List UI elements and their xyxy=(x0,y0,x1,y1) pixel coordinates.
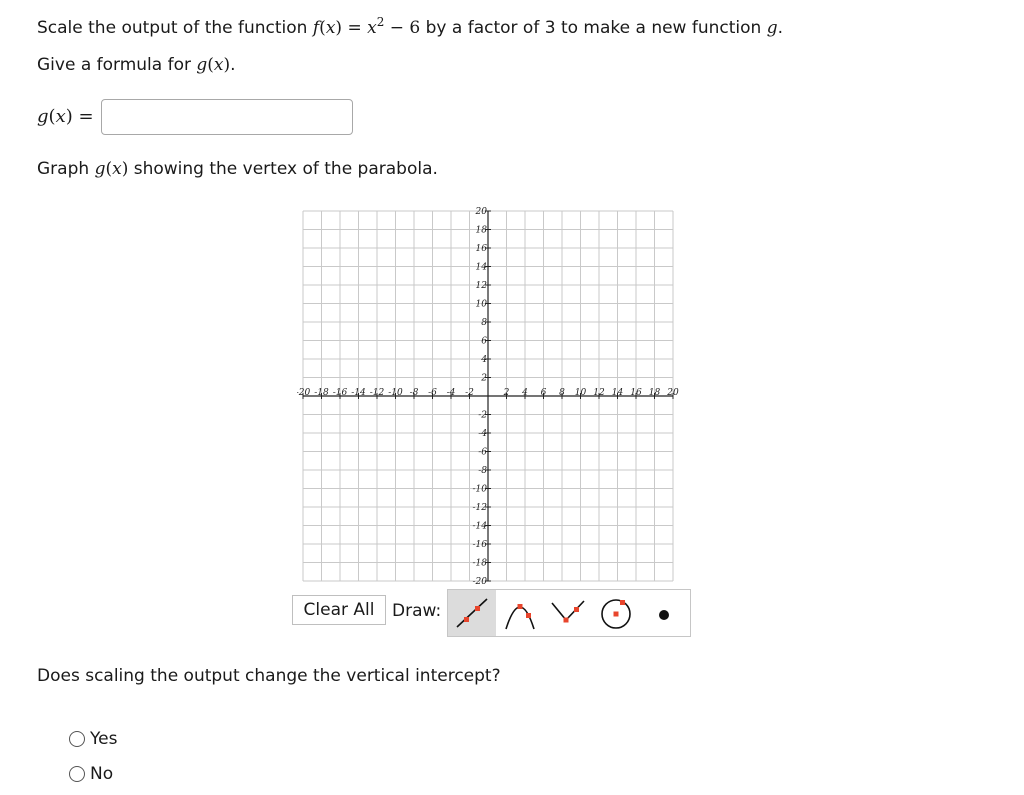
point-tool-icon xyxy=(644,593,684,633)
draw-label: Draw: xyxy=(392,601,442,621)
scale-factor: 3 xyxy=(544,18,556,38)
draw-tools xyxy=(447,589,691,637)
parabola-tool-button[interactable] xyxy=(496,590,544,636)
circle-tool-icon xyxy=(596,593,636,633)
y-tick-label: -4 xyxy=(478,429,487,439)
x-tick-label: 2 xyxy=(503,388,510,398)
y-tick-label: 16 xyxy=(475,244,487,254)
line-tool-icon xyxy=(452,593,492,633)
prompt-text-mid: by a factor of xyxy=(420,18,545,38)
radio-no[interactable] xyxy=(69,766,85,782)
prompt-text: Scale the output of the function xyxy=(37,18,313,38)
x-tick-label: 12 xyxy=(593,388,605,398)
x-tick-label: 4 xyxy=(522,388,528,398)
radio-yes[interactable] xyxy=(69,731,85,747)
formula-answer-input[interactable] xyxy=(101,99,353,135)
x-tick-label: -18 xyxy=(314,388,329,398)
x-tick-label: 6 xyxy=(540,388,547,398)
y-tick-label: -10 xyxy=(472,484,487,495)
x-tick-label: 14 xyxy=(611,388,624,398)
y-tick-label: 12 xyxy=(475,281,487,291)
x-tick-label: 16 xyxy=(630,388,642,398)
absolute-value-tool-button[interactable] xyxy=(544,590,592,636)
y-tick-label: -14 xyxy=(472,521,487,532)
clear-all-button[interactable]: Clear All xyxy=(292,595,386,625)
x-tick-label: -10 xyxy=(388,388,403,398)
x-tick-label: 18 xyxy=(648,388,661,398)
prompt-text-post: to make a new function xyxy=(555,18,767,38)
y-tick-label: -18 xyxy=(472,558,487,569)
function-g-expression: g(x) xyxy=(196,55,231,75)
option-no-label: No xyxy=(90,764,114,784)
x-tick-label: 8 xyxy=(559,388,565,398)
x-tick-label: -6 xyxy=(428,388,437,398)
y-tick-label: 20 xyxy=(475,207,487,217)
option-yes-label: Yes xyxy=(90,729,118,749)
circle-tool-button[interactable] xyxy=(592,590,640,636)
x-tick-label: -12 xyxy=(369,388,385,398)
y-tick-label: -2 xyxy=(478,410,487,421)
option-no[interactable] xyxy=(69,764,113,784)
graph-prompt: Graph g(x) showing the vertex of the parabola. xyxy=(37,159,438,179)
y-tick-label: -16 xyxy=(472,540,487,550)
x-tick-label: -4 xyxy=(446,388,456,398)
y-tick-label: -12 xyxy=(472,503,487,513)
y-tick-label: 10 xyxy=(475,299,487,310)
x-tick-label: -20 xyxy=(297,388,311,398)
y-tick-label: 6 xyxy=(481,336,487,347)
y-tick-label: -6 xyxy=(478,447,487,458)
x-tick-label: 20 xyxy=(667,388,679,398)
function-g-name: g xyxy=(766,18,778,38)
parabola-up-tool-icon xyxy=(500,593,540,633)
intercept-question: Does scaling the output change the vertical intercept? xyxy=(37,666,501,686)
x-tick-label: -14 xyxy=(351,388,366,398)
y-tick-label: 4 xyxy=(481,355,487,365)
coordinate-plane[interactable] xyxy=(297,207,679,585)
function-g-expression: g(x) xyxy=(94,159,129,179)
formula-prompt: Give a formula for g(x). xyxy=(37,55,236,75)
option-yes[interactable] xyxy=(69,729,117,749)
x-tick-label: -8 xyxy=(409,388,419,398)
y-tick-label: -20 xyxy=(472,577,487,585)
y-tick-label: 2 xyxy=(481,373,487,384)
x-tick-label: -16 xyxy=(332,388,348,398)
y-tick-label: 18 xyxy=(475,225,487,236)
graph-canvas[interactable] xyxy=(297,207,679,585)
function-f-expression: $f(x) = x^2 - 6$ xyxy=(312,15,421,38)
x-tick-label: 10 xyxy=(574,388,587,398)
graph-toolbar xyxy=(292,589,692,637)
question-prompt: Scale the output of the function $f(x) = x^2 - 6$ by a factor of 3 to make a new function g. xyxy=(37,15,784,38)
point-tool-button[interactable] xyxy=(640,590,688,636)
x-tick-label: -2 xyxy=(465,388,474,398)
y-tick-label: 8 xyxy=(481,318,487,328)
answer-label: g(x) = xyxy=(37,106,94,127)
line-tool-button[interactable] xyxy=(448,590,496,636)
y-tick-label: 14 xyxy=(475,262,487,273)
y-tick-label: -8 xyxy=(478,466,487,476)
absolute-value-tool-icon xyxy=(548,593,588,633)
